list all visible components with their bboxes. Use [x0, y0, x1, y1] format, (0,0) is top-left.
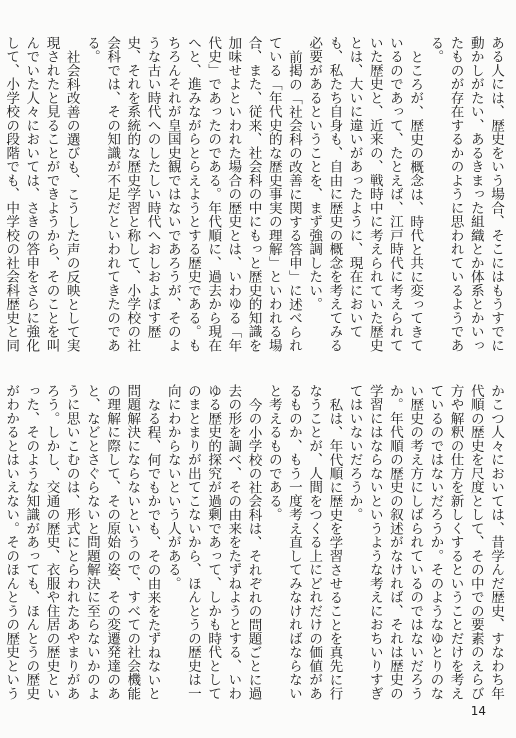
paragraph: 私は、年代順に歴史を学習させることを真先に行なうことが、人間をつくる上にどれだけの価値があるものか、もう一度考え直してみなければならないと考えるものである。	[265, 384, 343, 701]
upper-text-block	[3, 36, 506, 358]
paragraph: なる程、何でもかでも、その由来をたずねないと問題解決にならないというので、すべての社会機能の理解に際して、その原始の姿、その変遷発達のあと、などとさぐらないと問題解決に至らないかのように思いこむのは、形式にとらわれたあやまりがあろう。しかし、交通の歴史、衣服や住居の歴史といった、そのような知識があっても、ほんとうの歴史がわかるとはいえない。そのほんとうの歴史という	[3, 384, 161, 701]
paragraph: かこつ人々においては、昔学んだ歴史、すなわち年代順の歴史を尺度として、その中での要素のえらび方や解釈の仕方を新しくするということだけを考えているのではないだろうか。そのようなゆとりのない歴史の考え方にしばられているのではないだろうか。年代順の歴史の叙述がなければ、それは歴史の学習にはならないというような考えにおちいりすぎてはいないだろうか。	[346, 384, 504, 701]
paragraph: 前掲の「社会科の改善に関する答申」に述べられている「年代史的な歴史事実の理解」といわれる場合、また、従来、社会科の中にもっと歴史的知識を加味せよといわれた場合の歴史とは、いわゆる「年代史」であったのである。年代順に、過去から現在へと、進みながらとらえようとする歴史である。もちろんそれが皇国史観ではないであろうが、そのような古い時代へのしたしい時代へおしおよぼす歴史、それを系統的な歴史学習と称して、小学校の社会科では、その知識が不足だといわれてきたのである。	[83, 36, 302, 353]
lower-text-block	[3, 384, 506, 706]
paragraph: 社会科改善の選びも、こうした声の反映として実現されたと見ることができようから、そのことを叫んでいた人々においては、さきの答申をさらに強化して、小学校の段階でも、中学校の社会科歴史と同	[3, 36, 80, 353]
paragraph: ある人には、歴史をいう場合、そこにはもうすでに動かしがたい、あるきまった組織とか体系とかいったものが存在するかのように思われているようである。	[427, 36, 504, 353]
paragraph: ところが、歴史の概念は、時代と共に変ってきているのであって、たとえば、江戸時代に考えられていた歴史と、近来の、戦時中に考えられていた歴史とは、大いに違いがあったように、現在においても、私たち自身も、自由に歴史の概念を考えてみる必要があるということを、まず強調したい。	[306, 36, 424, 353]
paragraph: 今の小学校の社会科は、それぞれの問題ごとに過去の形を調べ、その由来をたずねようとする、いわゆる歴史的探究が過剰であって、しかも時代としてのまとまりが出てこないから、ほんとうの歴史は一向にわからないという人がある。	[164, 384, 262, 701]
page-number: 14	[470, 704, 486, 718]
